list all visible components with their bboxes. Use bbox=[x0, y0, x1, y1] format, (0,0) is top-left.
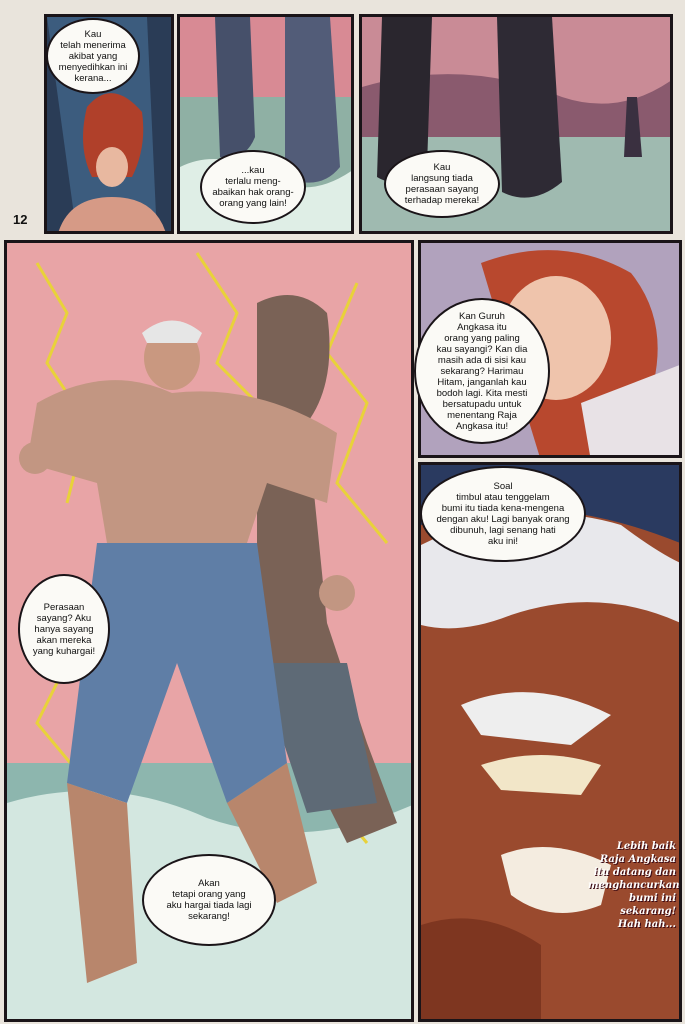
speech-bubble-4: Kan Guruh Angkasa itu orang yang paling kau sayangi? Kan dia masih ada di sisi kau sekarang? Harimau Hitam, janganlah kau bodoh lagi. Kita mesti bersatupadu untuk menentang Raja Angkasa itu! bbox=[414, 298, 550, 444]
page-number: 12 bbox=[13, 212, 28, 227]
speech-bubble-3: Kau langsung tiada perasaan sayang terhadap mereka! bbox=[384, 150, 500, 218]
narration-caption: Lebih baik Raja Angkasa itu datang dan menghancurkan bumi ini sekarang! Hah hah... bbox=[588, 841, 680, 930]
speech-bubble-7: Akan tetapi orang yang aku hargai tiada lagi sekarang! bbox=[142, 854, 276, 946]
speech-bubble-5: Soal timbul atau tenggelam bumi itu tiada kena-mengena dengan aku! Lagi banyak orang dibunuh, lagi senang hati aku ini! bbox=[420, 466, 586, 562]
speech-bubble-2: ...kau terlalu meng- abaikan hak orang- orang yang lain! bbox=[200, 150, 306, 224]
speech-bubble-6: Perasaan sayang? Aku hanya sayang akan mereka yang kuhargai! bbox=[18, 574, 110, 684]
speech-bubble-1: Kau telah menerima akibat yang menyedihkan ini kerana... bbox=[46, 18, 140, 94]
